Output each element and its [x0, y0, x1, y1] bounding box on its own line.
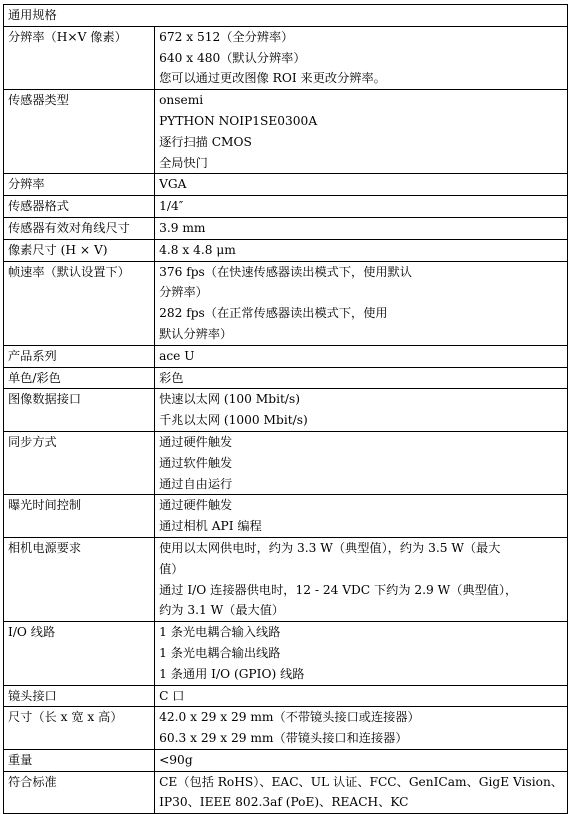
spec-label: 图像数据接口 — [4, 389, 155, 432]
spec-value-line: <90g — [159, 752, 193, 767]
spec-value — [155, 174, 568, 196]
spec-value-line: 3.9 mm — [159, 220, 206, 235]
table-row — [4, 174, 568, 196]
spec-label: 曝光时间控制 — [4, 495, 155, 538]
spec-value-line: 默认分辨率） — [159, 326, 233, 341]
spec-label: 重量 — [4, 749, 155, 771]
spec-value — [155, 196, 568, 218]
spec-value-line: VGA — [159, 177, 187, 192]
table-row — [4, 261, 568, 345]
table-row — [4, 367, 568, 389]
spec-value — [155, 537, 568, 621]
spec-value-line: 376 fps（在快速传感器读出模式下，使用默认 — [159, 264, 412, 279]
table-row — [4, 622, 568, 685]
spec-value — [155, 26, 568, 89]
spec-label: 镜头接口 — [4, 685, 155, 707]
spec-value — [155, 685, 568, 707]
spec-label: 传感器有效对角线尺寸 — [4, 217, 155, 239]
spec-value-line: 千兆以太网 (1000 Mbit/s) — [159, 413, 308, 428]
spec-value — [155, 707, 568, 750]
spec-value — [155, 389, 568, 432]
spec-value-line: 60.3 x 29 x 29 mm（带镜头接口和连接器） — [159, 731, 408, 746]
table-row — [4, 196, 568, 218]
table-row — [4, 771, 568, 814]
spec-label: 传感器格式 — [4, 196, 155, 218]
spec-label: 传感器类型 — [4, 90, 155, 174]
spec-value-line: 逐行扫描 CMOS — [159, 134, 252, 149]
spec-value-line: 1/4″ — [159, 199, 184, 214]
spec-table-body — [4, 5, 568, 814]
spec-value-line: IP30、IEEE 802.3af (PoE)、REACH、KC — [159, 795, 409, 810]
spec-value-line: C 口 — [159, 688, 185, 703]
spec-value — [155, 749, 568, 771]
spec-value-line: 1 条光电耦合输出线路 — [159, 645, 281, 660]
spec-value — [155, 261, 568, 345]
table-row — [4, 707, 568, 750]
table-row — [4, 431, 568, 494]
spec-value-line: 4.8 x 4.8 μm — [159, 242, 236, 257]
spec-value-line: 282 fps（在正常传感器读出模式下，使用 — [159, 306, 388, 321]
table-row — [4, 90, 568, 174]
table-row — [4, 537, 568, 621]
spec-value-line: CE（包括 RoHS）、EAC、UL 认证、FCC、GenICam、GigE Vision、 — [159, 774, 563, 789]
table-row — [4, 239, 568, 261]
table-row — [4, 389, 568, 432]
spec-value — [155, 217, 568, 239]
spec-value-line: 通过软件触发 — [159, 455, 233, 470]
spec-value-line: 42.0 x 29 x 29 mm（不带镜头接口或连接器） — [159, 710, 420, 725]
spec-label: 产品系列 — [4, 345, 155, 367]
spec-value — [155, 367, 568, 389]
spec-value-line: 彩色 — [159, 370, 184, 385]
spec-value-line: 使用以太网供电时，约为 3.3 W（典型值），约为 3.5 W（最大 — [159, 540, 501, 555]
spec-label: I/O 线路 — [4, 622, 155, 685]
spec-value-line: 1 条通用 I/O (GPIO) 线路 — [159, 666, 305, 681]
table-row — [4, 495, 568, 538]
spec-label: 同步方式 — [4, 431, 155, 494]
spec-label: 像素尺寸 (H × V) — [4, 239, 155, 261]
spec-value-line: 通过硬件触发 — [159, 498, 233, 513]
spec-value — [155, 495, 568, 538]
table-header-row — [4, 5, 568, 27]
spec-label: 符合标准 — [4, 771, 155, 814]
spec-value-line: onsemi — [159, 93, 204, 108]
spec-value-line: 分辨率） — [159, 285, 208, 300]
spec-label: 分辨率（H×V 像素） — [4, 26, 155, 89]
table-row — [4, 26, 568, 89]
spec-label: 尺寸（长 x 宽 x 高） — [4, 707, 155, 750]
spec-value-line: 您可以通过更改图像 ROI 来更改分辨率。 — [159, 71, 386, 86]
spec-value-line: 快速以太网 (100 Mbit/s) — [159, 392, 300, 407]
table-row — [4, 685, 568, 707]
spec-value-line: 通过硬件触发 — [159, 434, 233, 449]
spec-table — [3, 4, 568, 814]
spec-value — [155, 622, 568, 685]
table-header: 通用规格 — [4, 5, 568, 27]
spec-value — [155, 239, 568, 261]
spec-value — [155, 771, 568, 814]
spec-value-line: 通过相机 API 编程 — [159, 519, 262, 534]
spec-label: 单色/彩色 — [4, 367, 155, 389]
spec-value-line: 约为 3.1 W（最大值） — [159, 603, 285, 618]
spec-value — [155, 345, 568, 367]
spec-value-line: 值） — [159, 561, 184, 576]
spec-label: 帧速率（默认设置下） — [4, 261, 155, 345]
spec-value-line: 通过 I/O 连接器供电时，12 - 24 VDC 下约为 2.9 W（典型值）， — [159, 582, 518, 597]
spec-value — [155, 431, 568, 494]
spec-value-line: 通过自由运行 — [159, 476, 233, 491]
spec-value-line: PYTHON NOIP1SE0300A — [159, 113, 318, 128]
spec-value-line: 全局快门 — [159, 155, 208, 170]
table-row — [4, 749, 568, 771]
table-row — [4, 345, 568, 367]
spec-value-line: ace U — [159, 348, 195, 363]
spec-value-line: 640 x 480（默认分辨率） — [159, 50, 306, 65]
spec-label: 相机电源要求 — [4, 537, 155, 621]
spec-label: 分辨率 — [4, 174, 155, 196]
table-row — [4, 217, 568, 239]
spec-value — [155, 90, 568, 174]
spec-value-line: 672 x 512（全分辨率） — [159, 29, 294, 44]
spec-value-line: 1 条光电耦合输入线路 — [159, 625, 281, 640]
